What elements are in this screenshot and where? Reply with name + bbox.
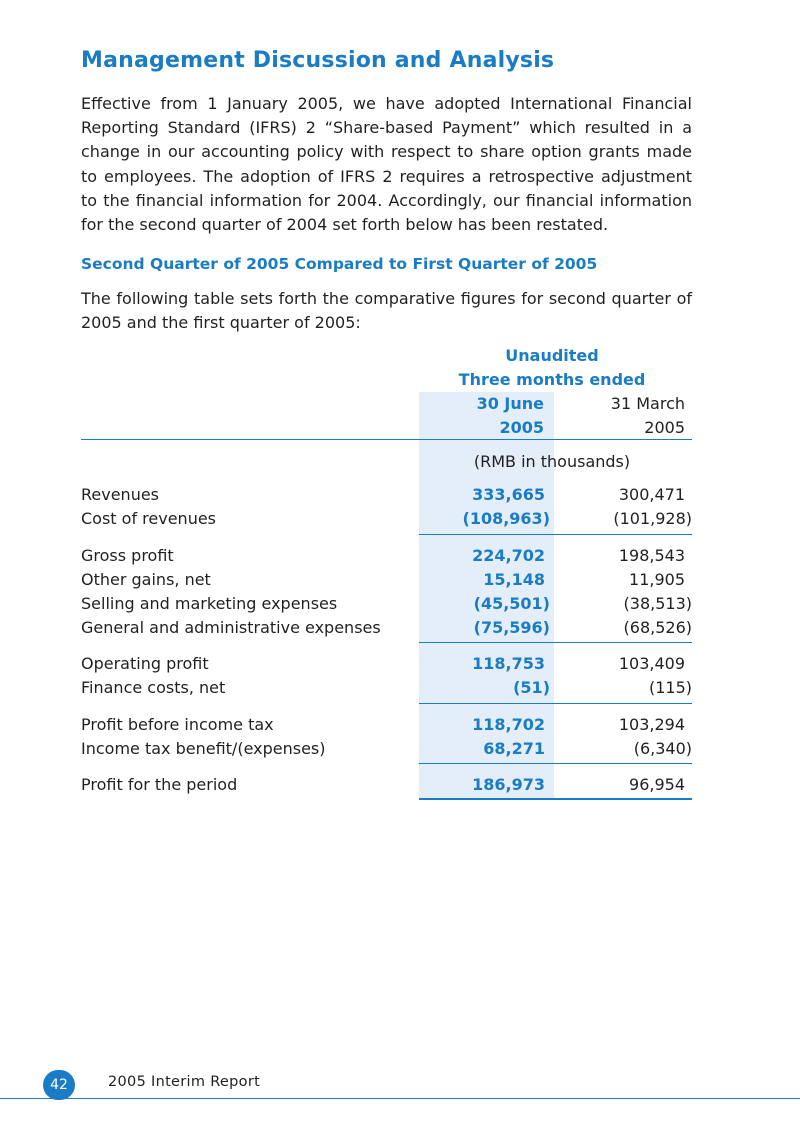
table-row [81, 652, 692, 676]
row-label: Profit before income tax [81, 715, 274, 734]
header-unaudited: Unaudited [505, 346, 599, 365]
subtotal-rule [419, 642, 692, 643]
row-prior-value: (115) [648, 678, 692, 697]
col-current-date: 30 June [476, 394, 544, 413]
table-row [81, 592, 692, 616]
row-prior-value: (6,340) [633, 739, 692, 758]
col-prior-year: 2005 [644, 418, 685, 437]
row-current-value: 68,271 [483, 739, 545, 758]
report-title: 2005 Interim Report [108, 1074, 261, 1090]
intro-paragraph: Effective from 1 January 2005, we have adopted International Financial Reporting Standard (IFRS) 2 “Share-based Payment” which resulted in a change in our accounting policy with respect to share option grants made to employees. The adoption of IFRS 2 requires a retrospective adjustment to the financial information for 2004. Accordingly, our financial information for the second quarter of 2004 set forth below has been restated. [81, 94, 692, 235]
page-number: 42 [43, 1070, 75, 1100]
units-label: (RMB in thousands) [473, 452, 631, 471]
row-label: Other gains, net [81, 570, 211, 589]
table-row [81, 737, 692, 761]
row-prior-value: 103,409 [618, 654, 685, 673]
row-current-value: (51) [513, 678, 550, 697]
row-prior-value: 11,905 [629, 570, 685, 589]
page-title: Management Discussion and Analysis [81, 48, 555, 73]
table-row [81, 676, 692, 700]
row-label: Profit for the period [81, 775, 238, 794]
row-current-value: 118,753 [472, 654, 545, 673]
total-rule [419, 798, 692, 800]
table-row [81, 483, 692, 507]
footer-rule [0, 1098, 800, 1099]
row-label: Income tax benefit/(expenses) [81, 739, 326, 758]
row-prior-value: (101,928) [613, 509, 692, 528]
row-current-value: 224,702 [472, 546, 545, 565]
row-prior-value: 96,954 [629, 775, 685, 794]
row-label: Operating profit [81, 654, 209, 673]
row-prior-value: 103,294 [618, 715, 685, 734]
row-current-value: 186,973 [472, 775, 545, 794]
row-prior-value: 198,543 [618, 546, 685, 565]
subtotal-rule [419, 703, 692, 704]
table-row [81, 713, 692, 737]
table-row [81, 568, 692, 592]
lead-paragraph: The following table sets forth the comparative figures for second quarter of 2005 and the first quarter of 2005: [81, 289, 692, 333]
row-current-value: 118,702 [472, 715, 545, 734]
section-heading: Second Quarter of 2005 Compared to First Quarter of 2005 [81, 255, 598, 273]
col-prior-date: 31 March [610, 394, 685, 413]
header-period: Three months ended [458, 370, 646, 389]
col-current-year: 2005 [499, 418, 544, 437]
table-row [81, 544, 692, 568]
row-label: Gross profit [81, 546, 174, 565]
subtotal-rule [419, 763, 692, 764]
row-current-value: (45,501) [473, 594, 550, 613]
row-label: Revenues [81, 485, 160, 504]
row-label: Finance costs, net [81, 678, 226, 697]
row-label: Selling and marketing expenses [81, 594, 338, 613]
row-current-value: (108,963) [462, 509, 550, 528]
row-label: Cost of revenues [81, 509, 217, 528]
row-current-value: 333,665 [472, 485, 545, 504]
row-prior-value: 300,471 [618, 485, 685, 504]
table-row [81, 616, 692, 640]
table-row [81, 507, 692, 531]
row-current-value: 15,148 [483, 570, 545, 589]
row-label: General and administrative expenses [81, 618, 381, 637]
row-current-value: (75,596) [473, 618, 550, 637]
row-prior-value: (38,513) [623, 594, 692, 613]
subtotal-rule [419, 534, 692, 535]
row-prior-value: (68,526) [623, 618, 692, 637]
table-row [81, 773, 692, 797]
header-rule [81, 439, 692, 440]
